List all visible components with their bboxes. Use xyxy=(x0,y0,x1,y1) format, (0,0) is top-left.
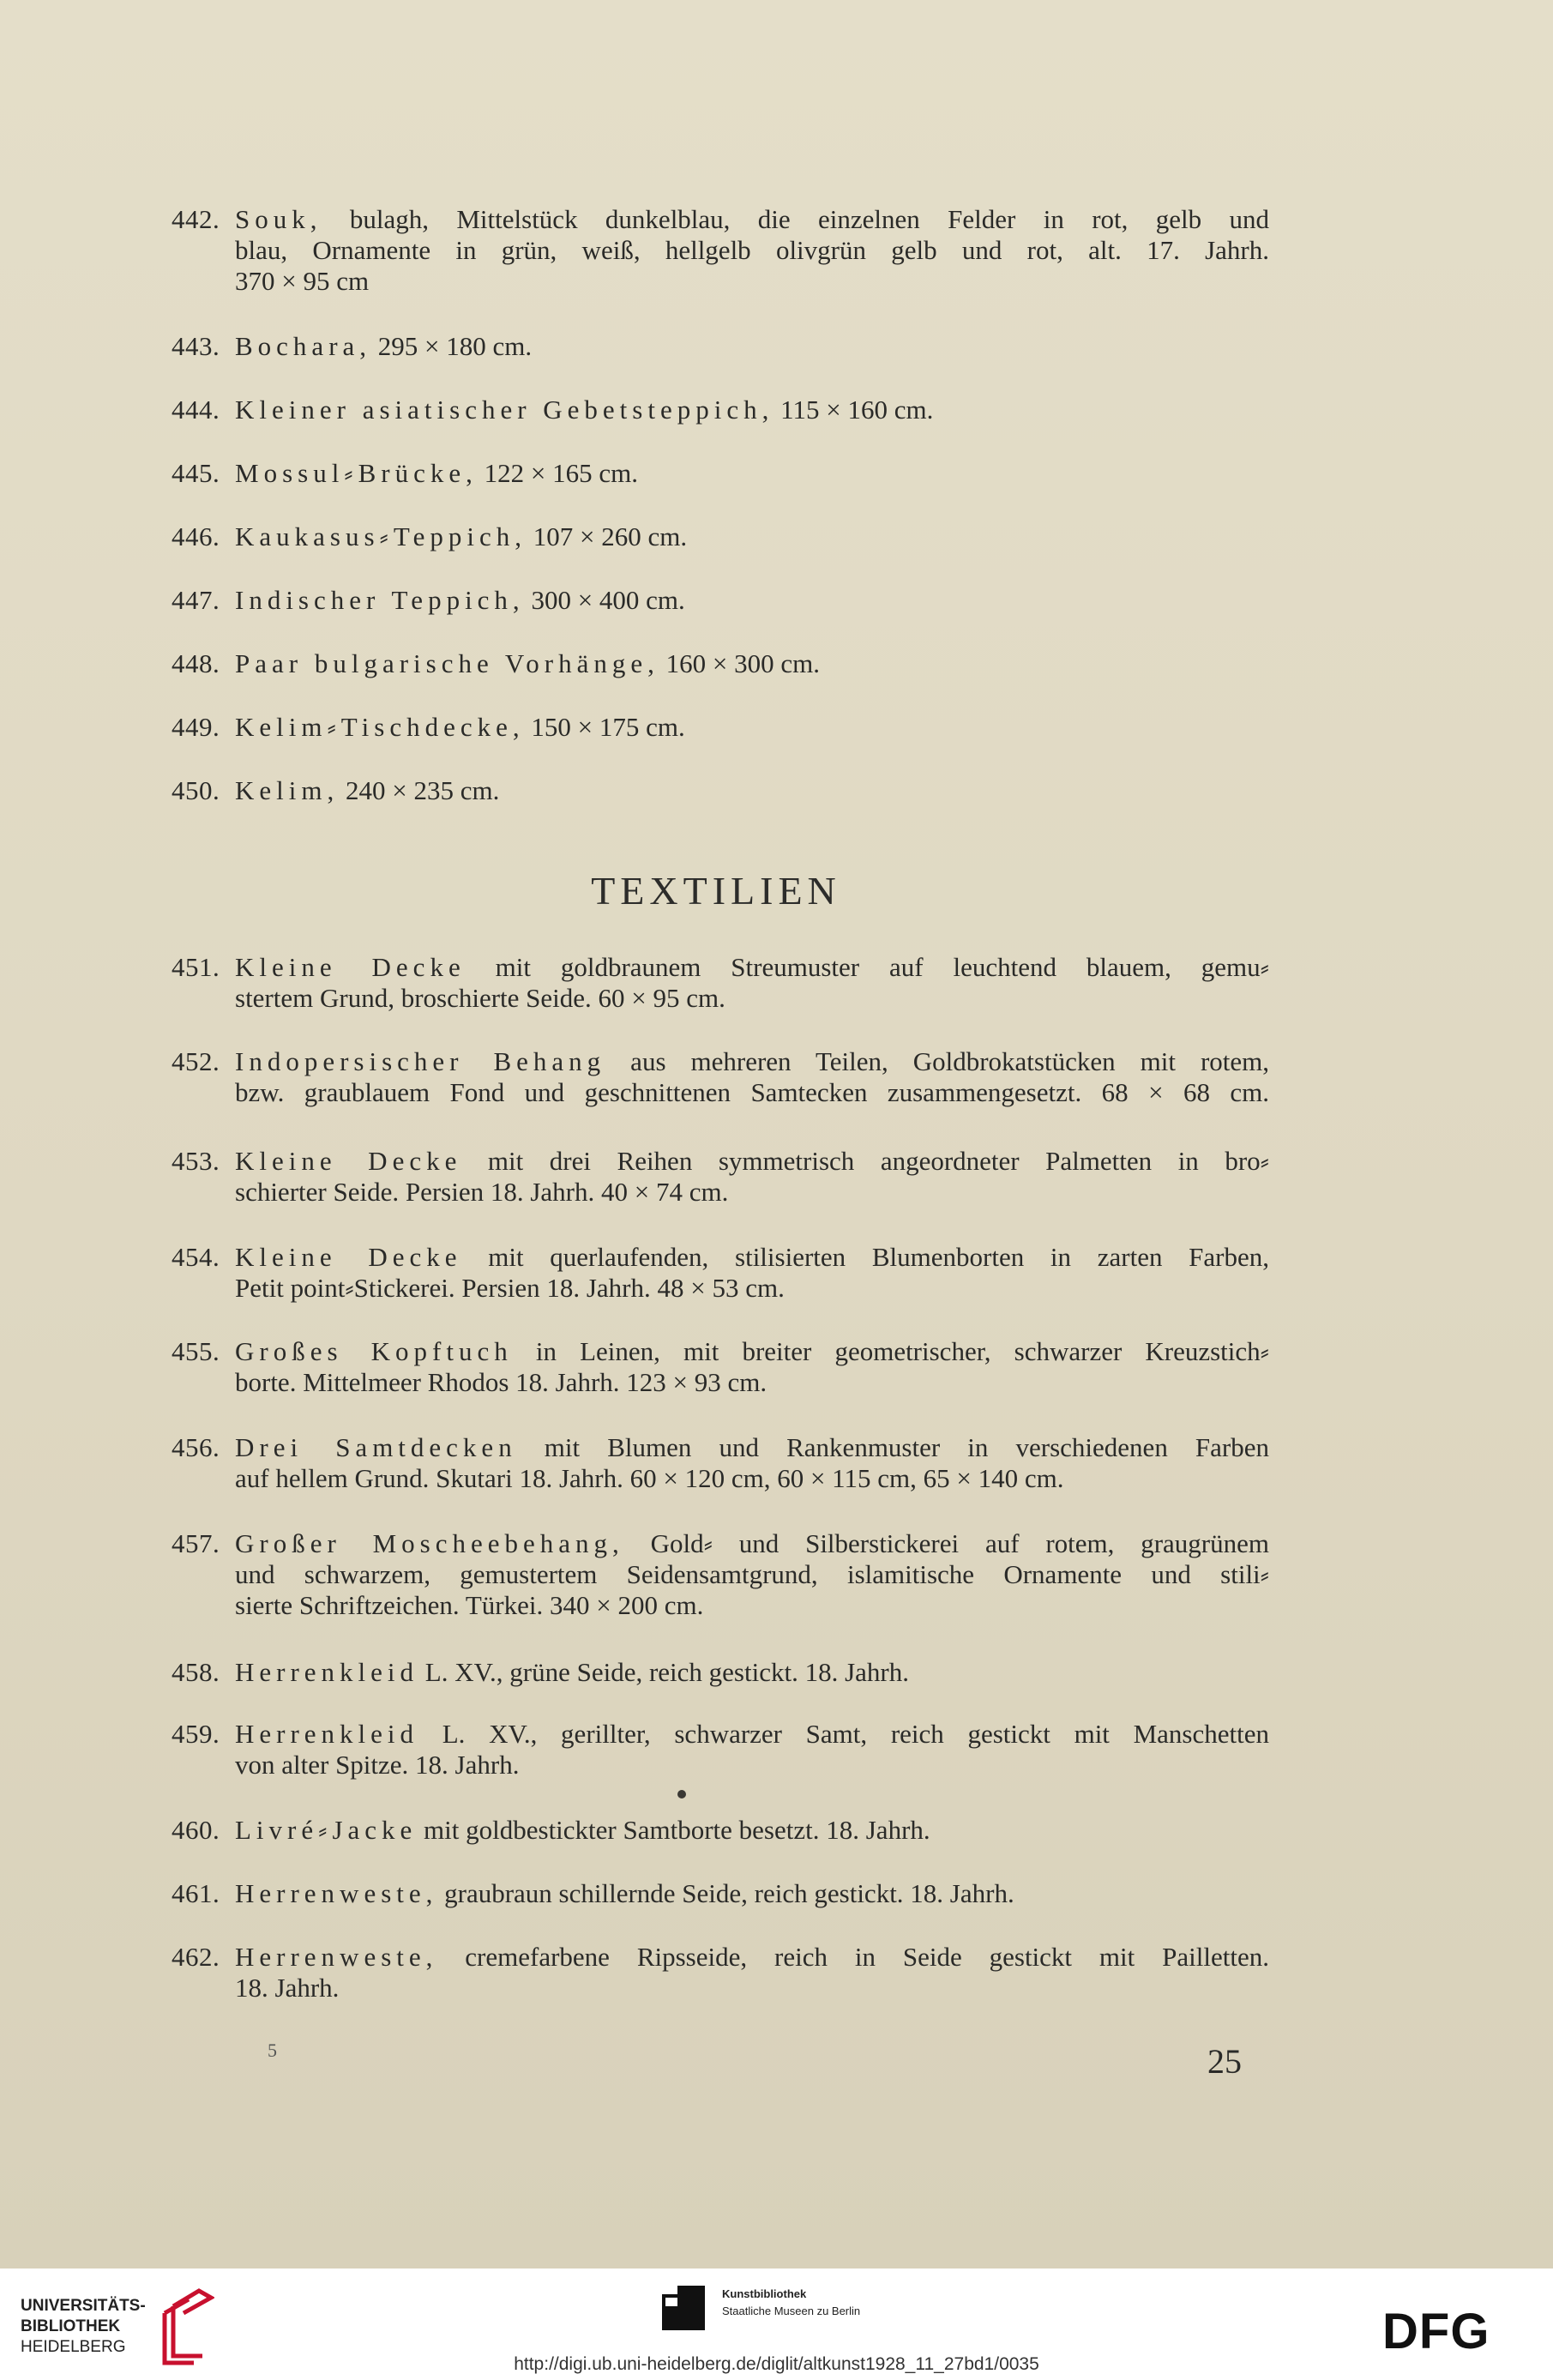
entry-description xyxy=(235,1719,1269,1780)
entry-line xyxy=(235,235,1269,266)
entry-line xyxy=(235,1336,1269,1367)
entry-text: auf hellem Grund. Skutari 18. Jahrh. 60 × 120 cm, 60 × 115 cm, 65 × 140 cm. xyxy=(235,1463,1064,1493)
catalog-entry xyxy=(172,712,1269,743)
catalog-entry xyxy=(172,1242,1269,1304)
entry-line xyxy=(235,1590,1269,1621)
catalog-entry xyxy=(172,395,1269,425)
entry-description xyxy=(235,331,1269,362)
entry-line xyxy=(235,1878,1269,1909)
entry-line xyxy=(235,521,1269,552)
entry-term: Herrenkleid xyxy=(235,1719,419,1749)
entry-text: bzw. graublauem Fond und geschnittenen Samtecken zusammengesetzt. 68 × 68 cm. xyxy=(235,1077,1269,1107)
entry-number: 458. xyxy=(172,1657,220,1687)
entry-number: 461. xyxy=(172,1878,220,1908)
entry-term: Indischer Teppich, xyxy=(235,585,525,615)
entry-line xyxy=(235,1719,1269,1750)
entry-number: 443. xyxy=(172,331,220,361)
entry-text: sierte Schriftzeichen. Türkei. 340 × 200 cm. xyxy=(235,1590,704,1620)
entry-text: L. XV., gerillter, schwarzer Samt, reich gestickt mit Manschetten xyxy=(418,1719,1269,1749)
entry-text: 300 × 400 cm. xyxy=(524,585,685,615)
entry-text: in Leinen, mit breiter geometrischer, schwarzer Kreuzstich⸗ xyxy=(512,1336,1269,1366)
entry-description xyxy=(235,1657,1269,1688)
entry-text: 122 × 165 cm. xyxy=(477,458,639,488)
entry-text: von alter Spitze. 18. Jahrh. xyxy=(235,1750,520,1780)
entry-text: cremefarbene Ripsseide, reich in Seide gestickt mit Pailletten. xyxy=(437,1942,1269,1972)
ub-heidelberg-wordmark[interactable] xyxy=(21,2296,146,2358)
entry-number: 451. xyxy=(172,952,220,982)
entry-term: Bochara, xyxy=(235,331,372,361)
entry-term: Kaukasus⸗Teppich, xyxy=(235,521,527,551)
entry-term: Kleine Decke xyxy=(235,1146,462,1176)
entry-description xyxy=(235,1146,1269,1208)
entry-description xyxy=(235,1942,1269,2003)
catalog-entry xyxy=(172,1432,1269,1494)
entry-text: 107 × 260 cm. xyxy=(527,521,688,551)
entry-line xyxy=(235,395,1269,425)
entry-number: 448. xyxy=(172,648,220,678)
entry-text: mit drei Reihen symmetrisch angeordneter Palmetten in bro⸗ xyxy=(461,1146,1269,1176)
entry-line xyxy=(235,585,1269,616)
entry-number: 457. xyxy=(172,1528,220,1558)
entry-term: Großer Moscheebehang, xyxy=(235,1528,624,1558)
entry-text: bulagh, Mittelstück dunkelblau, die einzelnen Felder in rot, gelb und xyxy=(322,204,1269,234)
catalog-entry xyxy=(172,1046,1269,1108)
entry-line xyxy=(235,1750,1269,1780)
entry-line xyxy=(235,266,1269,297)
catalog-entry xyxy=(172,204,1269,297)
entry-text: 240 × 235 cm. xyxy=(339,775,500,805)
catalog-entry xyxy=(172,1815,1269,1846)
entry-description xyxy=(235,395,1269,425)
entry-line xyxy=(235,458,1269,489)
entry-description xyxy=(235,204,1269,297)
entry-term: Herrenkleid xyxy=(235,1657,419,1687)
entry-line xyxy=(235,1942,1269,1973)
entry-line xyxy=(235,1432,1269,1463)
ub-line-3: HEIDELBERG xyxy=(21,2338,126,2356)
entry-term: Indopersischer Behang xyxy=(235,1046,606,1076)
entry-number: 459. xyxy=(172,1719,220,1749)
entry-text: 18. Jahrh. xyxy=(235,1973,340,2003)
catalog-entry xyxy=(172,458,1269,489)
entry-description xyxy=(235,585,1269,616)
entry-number: 444. xyxy=(172,395,220,425)
entry-term: Paar bulgarische Vorhänge, xyxy=(235,648,659,678)
entry-line xyxy=(235,1815,1269,1846)
catalog-entry xyxy=(172,331,1269,362)
entry-description xyxy=(235,952,1269,1014)
entry-line xyxy=(235,1273,1269,1304)
entry-number: 449. xyxy=(172,712,220,742)
entry-description xyxy=(235,1528,1269,1621)
entry-number: 452. xyxy=(172,1046,220,1076)
entry-line xyxy=(235,1463,1269,1494)
entry-description xyxy=(235,1046,1269,1108)
entry-text: 370 × 95 cm xyxy=(235,266,370,296)
entry-text: 295 × 180 cm. xyxy=(371,331,533,361)
entry-term: Kleine Decke xyxy=(235,952,466,982)
entry-text: Gold⸗ und Silberstickerei auf rotem, graugrünem xyxy=(623,1528,1270,1558)
catalog-entry xyxy=(172,1878,1269,1909)
entry-text: schierter Seide. Persien 18. Jahrh. 40 × 74 cm. xyxy=(235,1177,729,1207)
kunstbibliothek-wordmark[interactable] xyxy=(722,2286,860,2320)
entry-text: mit Blumen und Rankenmuster in verschiedenen Farben xyxy=(516,1432,1270,1462)
ink-spot xyxy=(677,1790,686,1799)
entry-number: 456. xyxy=(172,1432,220,1462)
entry-term: Kelim, xyxy=(235,775,340,805)
footer-bar xyxy=(0,2269,1553,2380)
entry-line xyxy=(235,1177,1269,1208)
kunstbibliothek-logo-icon[interactable] xyxy=(662,2286,708,2337)
entry-description xyxy=(235,712,1269,743)
catalog-entry xyxy=(172,648,1269,679)
catalog-entry xyxy=(172,1146,1269,1208)
entry-term: Großes Kopftuch xyxy=(235,1336,513,1366)
entry-description xyxy=(235,648,1269,679)
section-heading: TEXTILIEN xyxy=(591,869,841,913)
entry-term: Kleiner asiatischer Gebetsteppich, xyxy=(235,395,774,425)
entry-text: L. XV., grüne Seide, reich gestickt. 18. Jahrh. xyxy=(418,1657,909,1687)
kb-line-1: Kunstbibliothek xyxy=(722,2287,807,2300)
entry-line xyxy=(235,1367,1269,1398)
entry-number: 454. xyxy=(172,1242,220,1272)
entry-line xyxy=(235,1242,1269,1273)
entry-number: 445. xyxy=(172,458,220,488)
entry-text: mit querlaufenden, stilisierten Blumenborten in zarten Farben, xyxy=(461,1242,1269,1272)
entry-description xyxy=(235,1242,1269,1304)
entry-text: borte. Mittelmeer Rhodos 18. Jahrh. 123 × 93 cm. xyxy=(235,1367,767,1397)
entry-line xyxy=(235,983,1269,1014)
entry-description xyxy=(235,1815,1269,1846)
entry-term: Souk, xyxy=(235,204,322,234)
entry-line xyxy=(235,952,1269,983)
entry-description xyxy=(235,458,1269,489)
entry-number: 460. xyxy=(172,1815,220,1845)
catalog-entry xyxy=(172,1657,1269,1688)
entry-text: mit goldbestickter Samtborte besetzt. 18. Jahrh. xyxy=(417,1815,930,1845)
catalog-entry xyxy=(172,952,1269,1014)
entry-text: aus mehreren Teilen, Goldbrokatstücken mit rotem, xyxy=(605,1046,1270,1076)
ub-line-2: BIBLIOTHEK xyxy=(21,2317,121,2335)
entry-term: Herrenweste, xyxy=(235,1942,438,1972)
entry-term: Herrenweste, xyxy=(235,1878,438,1908)
entry-line xyxy=(235,712,1269,743)
entry-description xyxy=(235,521,1269,552)
entry-line xyxy=(235,204,1269,235)
entry-number: 450. xyxy=(172,775,220,805)
entry-description xyxy=(235,775,1269,806)
permalink-url[interactable]: http://digi.ub.uni-heidelberg.de/diglit/altkunst1928_11_27bd1/0035 xyxy=(514,2354,1039,2374)
entry-text: 115 × 160 cm. xyxy=(773,395,934,425)
entry-number: 453. xyxy=(172,1146,220,1176)
kb-line-2: Staatliche Museen zu Berlin xyxy=(722,2305,861,2317)
signature-mark: 5 xyxy=(268,2040,277,2061)
entry-description xyxy=(235,1336,1269,1398)
entry-line xyxy=(235,1528,1269,1559)
entry-line xyxy=(235,1559,1269,1590)
entry-line xyxy=(235,1146,1269,1177)
catalog-entry xyxy=(172,521,1269,552)
entry-term: Kleine Decke xyxy=(235,1242,462,1272)
entry-text: graubraun schillernde Seide, reich gestickt. 18. Jahrh. xyxy=(437,1878,1014,1908)
entry-number: 447. xyxy=(172,585,220,615)
entry-term: Drei Samtdecken xyxy=(235,1432,517,1462)
entry-number: 462. xyxy=(172,1942,220,1972)
entry-text: mit goldbraunem Streumuster auf leuchtend blauem, gemu⸗ xyxy=(465,952,1269,982)
ub-line-1: UNIVERSITÄTS- xyxy=(21,2297,146,2315)
entry-text: 160 × 300 cm. xyxy=(659,648,821,678)
catalog-entry xyxy=(172,1336,1269,1398)
entry-term: Mossul⸗Brücke, xyxy=(235,458,478,488)
entry-line xyxy=(235,331,1269,362)
entry-description xyxy=(235,1432,1269,1494)
catalog-entry xyxy=(172,1942,1269,2003)
entry-number: 455. xyxy=(172,1336,220,1366)
entry-line xyxy=(235,775,1269,806)
entry-number: 442. xyxy=(172,204,220,234)
catalog-entry xyxy=(172,585,1269,616)
entry-text: und schwarzem, gemustertem Seidensamtgrund, islamitische Ornamente und stili⸗ xyxy=(235,1559,1269,1589)
entry-text: stertem Grund, broschierte Seide. 60 × 95 cm. xyxy=(235,983,725,1013)
entry-text: blau, Ornamente in grün, weiß, hellgelb olivgrün gelb und rot, alt. 17. Jahrh. xyxy=(235,235,1269,265)
entry-text: Petit point⸗Stickerei. Persien 18. Jahrh. 48 × 53 cm. xyxy=(235,1273,785,1303)
page-number: 25 xyxy=(1207,2042,1242,2081)
entry-line xyxy=(235,1657,1269,1688)
entry-term: Livré⸗Jacke xyxy=(235,1815,418,1845)
entry-line xyxy=(235,1973,1269,2003)
entry-term: Kelim⸗Tischdecke, xyxy=(235,712,525,742)
catalog-entry xyxy=(172,1719,1269,1780)
dfg-logo[interactable]: DFG xyxy=(1382,2304,1490,2359)
entry-line xyxy=(235,1077,1269,1108)
catalog-entry xyxy=(172,1528,1269,1621)
entry-line xyxy=(235,648,1269,679)
catalog-entry xyxy=(172,775,1269,806)
entry-description xyxy=(235,1878,1269,1909)
entry-line xyxy=(235,1046,1269,1077)
entry-text: 150 × 175 cm. xyxy=(524,712,685,742)
entry-number: 446. xyxy=(172,521,220,551)
